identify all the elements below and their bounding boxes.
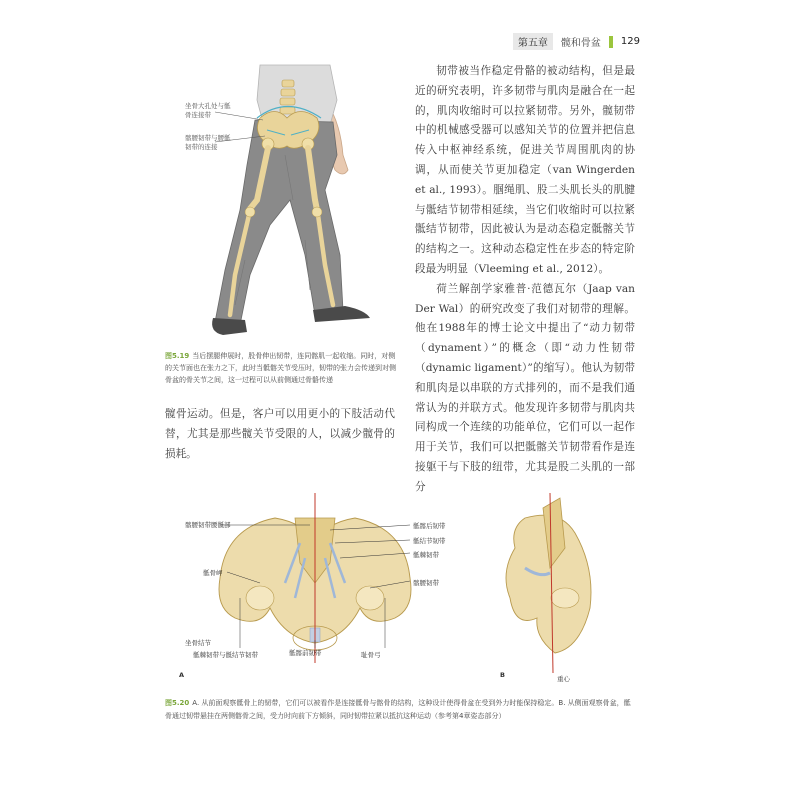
pelvis-front-view <box>219 493 411 663</box>
left-paragraph <box>165 405 395 464</box>
callout-top: 坐骨大孔处与骶骨连接带 <box>185 102 231 119</box>
figure2-caption-label: 图5.20 <box>165 699 190 707</box>
panel-b-label: B <box>500 671 505 679</box>
figure1-caption-text: 当后摆腿伸展时，股骨伸出韧带，连同髂肌一起收缩。同时，对侧的关节面也在张力之下，此时当骶髂关节受压时，韧带的张力会传递到对侧骨盆的骨关节之间，这一过程可以从前侧通过骨骼传递 <box>165 352 396 384</box>
label-sacrotuberous: 骶结节韧带 <box>413 537 446 545</box>
chapter-label: 第五章 <box>513 33 553 50</box>
label-ischial-tuberosity: 坐骨结节 <box>185 639 211 647</box>
label-sacral-promontory: 骶骨岬 <box>203 569 223 577</box>
right-column-text <box>415 62 635 498</box>
pelvis-side-view <box>506 493 591 673</box>
label-iliolumbar-lumbosacral: 髂腰韧带腰骶部 <box>185 521 231 529</box>
callout-bottom: 髂腰韧带与腰骶韧带的连接 <box>185 134 231 151</box>
center-of-gravity-label: 重心 <box>557 675 570 683</box>
label-posterior-sacroiliac: 骶髂后韧带 <box>413 522 446 530</box>
label-sacrospinous-sacrotuberous: 骶棘韧带与骶结节韧带 <box>193 651 258 659</box>
label-pubic-arch: 耻骨弓 <box>361 651 381 659</box>
label-sacrospinous: 骶棘韧带 <box>413 551 439 559</box>
paragraph-2: 荷兰解剖学家雅普·范德瓦尔（Jaap van Der Wal）的研究改变了我们对韧带的理解。他在1988年的博士论文中提出了“动力韧带（dynament）”的概念（即“动力性韧带（dynamic ligament）”的缩写）。他认为韧带和肌肉是以串联的方式排列的，而不是我们通常认为的并联方式。他发现许多韧带与肌肉共同构成一个连续的功能单位，它们可以一起作用于关节，我们可以把骶髂关节韧带看作是连接躯干与下肢的纽带，尤其是股二头肌的一部分 <box>415 282 635 493</box>
label-anterior-sacroiliac: 骶髂前韧带 <box>289 649 322 657</box>
paragraph-1: 韧带被当作稳定骨骼的被动结构，但是最近的研究表明，许多韧带与肌肉是融合在一起的，肌肉收缩时可以拉紧韧带。另外，髋韧带中的机械感受器可以感知关节的位置并把信息传入中枢神经系统，促进关节周围肌肉的协调，从而使关节更加稳定（van Wingerden et al., 1993）。腘绳肌、股二头肌长头的肌腱与骶结节韧带相延续，当它们收缩时可以拉紧骶结节韧带，因此被认为是动态稳定骶髂关节的结构之一。这种动态稳定性在步态的特定阶段最为明显（Vleeming et al., 2012）。 <box>415 65 635 275</box>
running-header <box>513 33 640 50</box>
page-number: 129 <box>620 36 640 47</box>
figure2-caption-text: A. 从前面观察骶骨上的韧带，它们可以被看作是连接骶骨与髂骨的结构，这种设计使得骨盆在受到外力时能保持稳定。B. 从侧面观察骨盆，骶骨通过韧带悬挂在两侧髂骨之间，受力时向前下方倾斜，同时韧带拉紧以抵抗这种运动（参考第4章姿态部分） <box>165 699 631 720</box>
figure1-caption-label: 图5.19 <box>165 352 190 360</box>
label-iliolumbar: 髂腰韧带 <box>413 579 439 587</box>
panel-a-label: A <box>179 671 185 679</box>
figure-pelvis-ligaments <box>165 488 635 688</box>
left-paragraph-text: 髋骨运动。但是，客户可以用更小的下肢活动代替，尤其是那些髋关节受限的人，以减少髋骨的损耗。 <box>165 408 395 460</box>
header-accent-bar <box>609 36 613 48</box>
figure1-caption <box>165 350 397 386</box>
section-title: 髋和骨盆 <box>560 38 601 49</box>
figure2-caption <box>165 697 635 722</box>
figure-walking-pelvis <box>165 60 400 345</box>
